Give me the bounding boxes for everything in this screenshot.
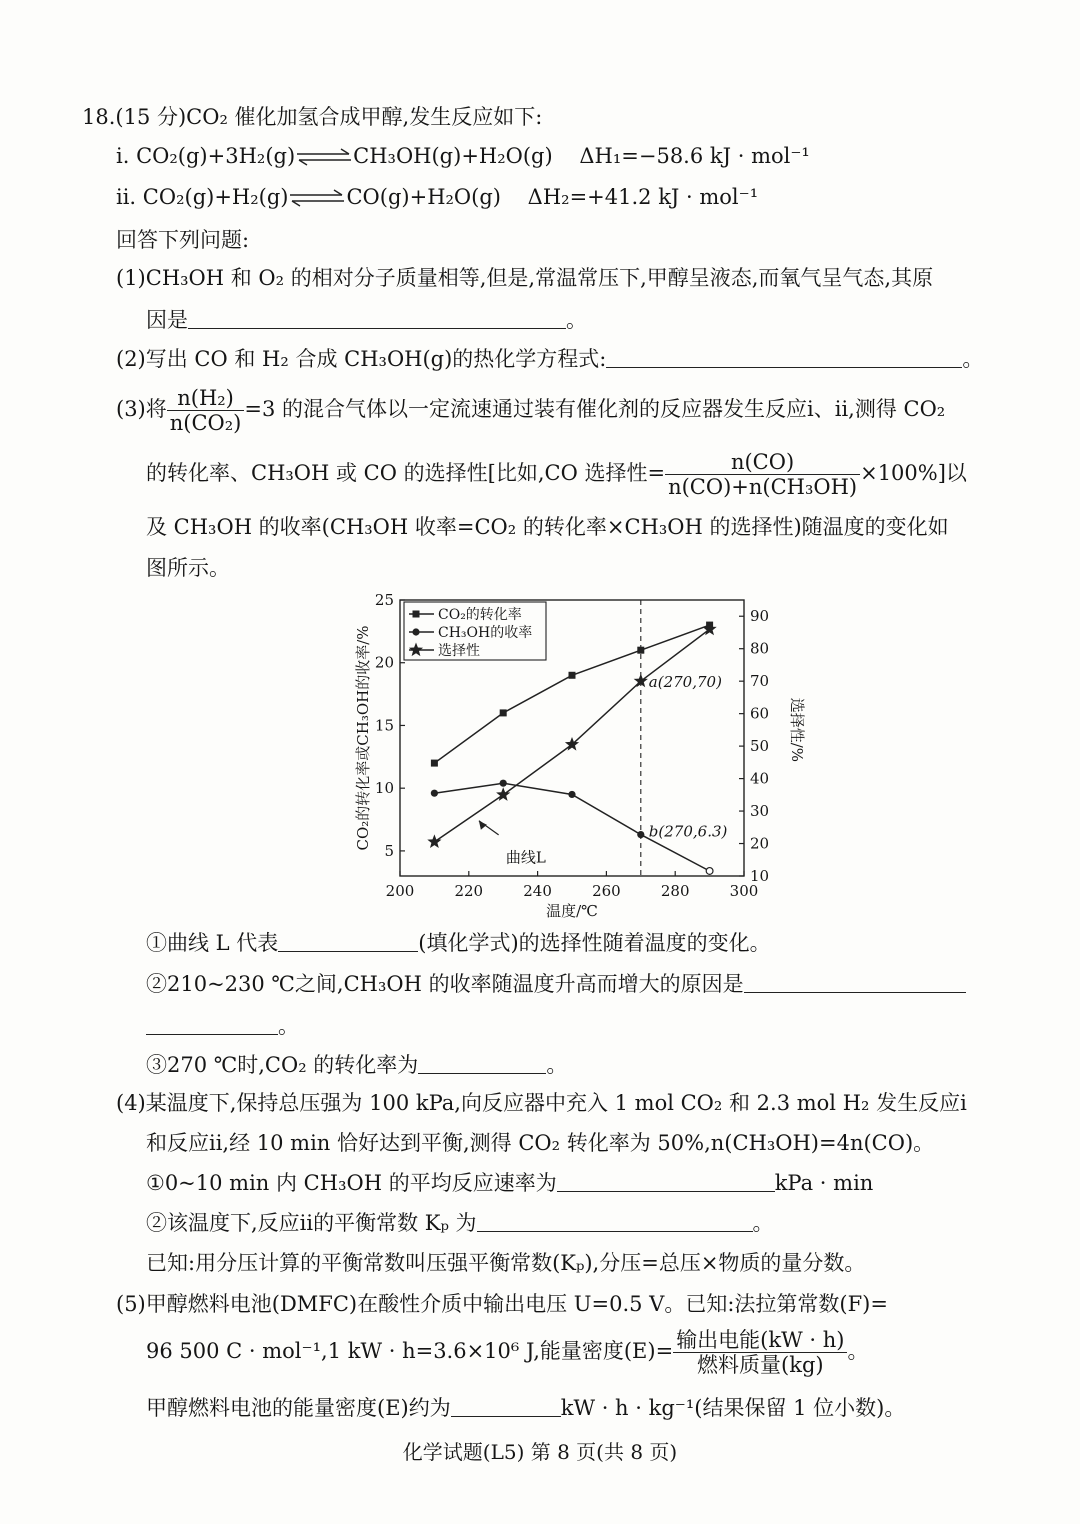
q4-1 [146,1168,873,1198]
page-footer: 化学试题(L5) 第 8 页(共 8 页) [402,1440,678,1464]
part-3-text: (3)将 [116,397,167,421]
reaction-1-left: CO₂(g)+3H₂(g) [136,144,296,168]
x-tick-label: 300 [729,882,759,900]
part-3-line-1 [116,386,945,435]
legend-label: CH₃OH的收率 [438,625,533,641]
q4-2-text: ②该温度下,反应ⅱ的平衡常数 Kₚ 为 [146,1211,477,1235]
q4-note: 已知:用分压计算的平衡常数叫压强平衡常数(Kₚ),分压=总压×物质的量分数。 [146,1251,866,1275]
fraction-denominator: n(CO₂) [169,411,242,435]
reaction-2 [116,182,758,212]
answer-blank-2[interactable] [606,345,962,368]
reaction-2-left: CO₂(g)+H₂(g) [142,185,289,209]
answer-blank-3-2b[interactable] [146,1012,278,1035]
part-5-end: kW · h · kg⁻¹(结果保留 1 位小数)。 [560,1396,906,1420]
annotation-a: a(270,70) [648,673,722,692]
answer-blank-5[interactable] [451,1394,561,1417]
part-1-text: 因是 [146,308,188,332]
q4-1-text: ①0~10 min 内 CH₃OH 的平均反应速率为 [146,1171,557,1195]
selectivity-fraction [665,450,860,499]
part-5-line-3 [146,1393,905,1423]
reaction-1 [116,141,810,171]
y-left-tick-label: 15 [374,716,394,735]
period: 。 [278,1014,299,1038]
series-point-1 [568,791,575,798]
q3-1 [146,928,771,958]
part-4-line-1: (4)某温度下,保持总压强为 100 kPa,向反应器中充入 1 mol CO₂ 和 2.3 mol H₂ 发生反应ⅰ [116,1091,967,1115]
period: 。 [962,347,984,371]
answer-blank-4-1[interactable] [557,1169,775,1192]
legend-marker [413,611,420,618]
part-3-line-2 [146,450,967,499]
answer-blank-4-2[interactable] [477,1209,753,1232]
y-right-tick-label: 20 [750,834,770,853]
y-right-tick-label: 60 [750,704,770,723]
ratio-fraction [167,386,245,435]
y-right-axis-label: 选择性/% [788,697,806,763]
series-point-0 [431,760,438,767]
series-point-0 [500,709,507,716]
q4-2 [146,1208,774,1238]
part-5-line-1: (5)甲醇燃料电池(DMFC)在酸性介质中输出电压 U=0.5 V。已知:法拉第常数(F)= [116,1292,888,1316]
fraction-numerator: n(H₂) [167,386,245,411]
series-point-1 [637,831,644,838]
y-right-tick-label: 70 [750,672,770,691]
y-left-tick-label: 25 [374,591,394,609]
part-3-text: ×100%]以 [860,461,967,485]
legend-marker [412,628,419,635]
x-tick-label: 260 [592,882,621,900]
period: 。 [752,1211,774,1235]
y-left-axis-label: CO₂的转化率或CH₃OH的收率/% [354,625,372,851]
question-header: 18.(15 分)CO₂ 催化加氢合成甲醇,发生反应如下: [82,105,543,129]
series-point-2 [427,834,441,848]
q3-2-cont [146,1011,299,1041]
q3-1-text: ①曲线 L 代表 [146,931,279,955]
part-2 [116,344,983,374]
part-4-line-2: 和反应ⅱ,经 10 min 恰好达到平衡,测得 CO₂ 转化率为 50%,n(CH₃OH)=4n(CO)。 [146,1131,935,1155]
part-1-line-1: (1)CH₃OH 和 O₂ 的相对分子质量相等,但是,常温常压下,甲醇呈液态,而氧气呈气态,其原 [116,266,934,290]
y-right-tick-label: 80 [750,639,770,658]
annotation-b: b(270,6.3) [648,822,728,841]
prompt: 回答下列问题: [116,228,250,252]
x-tick-label: 240 [523,882,552,900]
period: 。 [566,308,587,332]
x-tick-label: 200 [385,882,415,900]
q3-2 [146,969,966,999]
legend-label: CO₂的转化率 [438,607,522,623]
fraction-numerator: n(CO) [665,450,860,475]
fraction-denominator: n(CO)+n(CH₃OH) [668,475,858,499]
period: 。 [847,1339,869,1363]
curve-l-arrowhead-icon [479,821,487,830]
y-left-tick-label: 10 [374,779,394,798]
q3-2-text: ②210~230 ℃之间,CH₃OH 的收率随温度升高而增大的原因是 [146,972,744,996]
series-point-1 [431,790,438,797]
annotation-curve-l: 曲线L [505,848,546,867]
q3-3 [146,1050,567,1080]
part-3-line-4: 图所示。 [146,556,230,580]
reaction-1-label: ⅰ. [116,144,130,168]
series-point-1 [706,868,713,875]
equilibrium-arrow-icon [295,147,353,167]
y-right-tick-label: 50 [750,737,770,756]
reaction-1-dh: ΔH₁=−58.6 kJ · mol⁻¹ [579,144,810,168]
reaction-1-right: CH₃OH(g)+H₂O(g) [353,144,553,168]
part-2-text: (2)写出 CO 和 H₂ 合成 CH₃OH(g)的热化学方程式: [116,347,607,371]
part-5-line-2 [146,1328,868,1377]
x-tick-label: 280 [660,882,690,900]
q4-1-unit: kPa · min [774,1171,874,1195]
answer-blank-3-3[interactable] [418,1051,546,1074]
y-right-tick-label: 30 [750,802,770,821]
part-5-text: 96 500 C · mol⁻¹,1 kW · h=3.6×10⁶ J,能量密度(E)= [146,1339,674,1363]
series-point-1 [500,780,507,787]
series-point-0 [569,672,576,679]
series-line-2 [434,629,709,842]
part-3-line-3: 及 CH₃OH 的收率(CH₃OH 收率=CO₂ 的转化率×CH₃OH 的选择性)随温度的变化如 [146,515,949,539]
part-3-text: =3 的混合气体以一定流速通过装有催化剂的反应器发生反应ⅰ、ⅱ,测得 CO₂ [244,397,946,421]
series-point-0 [637,647,644,654]
legend-label: 选择性 [438,643,480,659]
y-left-tick-label: 5 [384,841,394,860]
reaction-2-label: ⅱ. [116,185,137,209]
y-right-tick-label: 10 [750,867,770,885]
fraction-denominator: 燃料质量(kg) [697,1353,824,1377]
answer-blank-3-1[interactable] [278,929,418,952]
q3-1-end: (填化学式)的选择性随着温度的变化。 [418,931,771,955]
reaction-2-right: CO(g)+H₂O(g) [346,185,501,209]
equilibrium-arrow-icon [288,188,346,208]
part-5-text: 甲醇燃料电池的能量密度(E)约为 [146,1396,451,1420]
q3-3-text: ③270 ℃时,CO₂ 的转化率为 [146,1053,419,1077]
y-right-tick-label: 90 [750,607,770,626]
part-1-line-2 [146,305,587,335]
answer-blank-1[interactable] [188,306,566,329]
y-left-tick-label: 20 [374,653,394,672]
reaction-2-dh: ΔH₂=+41.2 kJ · mol⁻¹ [527,185,759,209]
part-3-text: 的转化率、CH₃OH 或 CO 的选择性[比如,CO 选择性= [146,461,666,485]
period: 。 [546,1053,568,1077]
x-axis-label: 温度/℃ [546,902,598,918]
y-right-tick-label: 40 [750,769,770,788]
chart [330,588,810,918]
energy-density-fraction [673,1328,847,1377]
fraction-numerator: 输出电能(kW · h) [673,1328,847,1353]
x-tick-label: 220 [454,882,484,900]
answer-blank-3-2a[interactable] [744,970,966,993]
